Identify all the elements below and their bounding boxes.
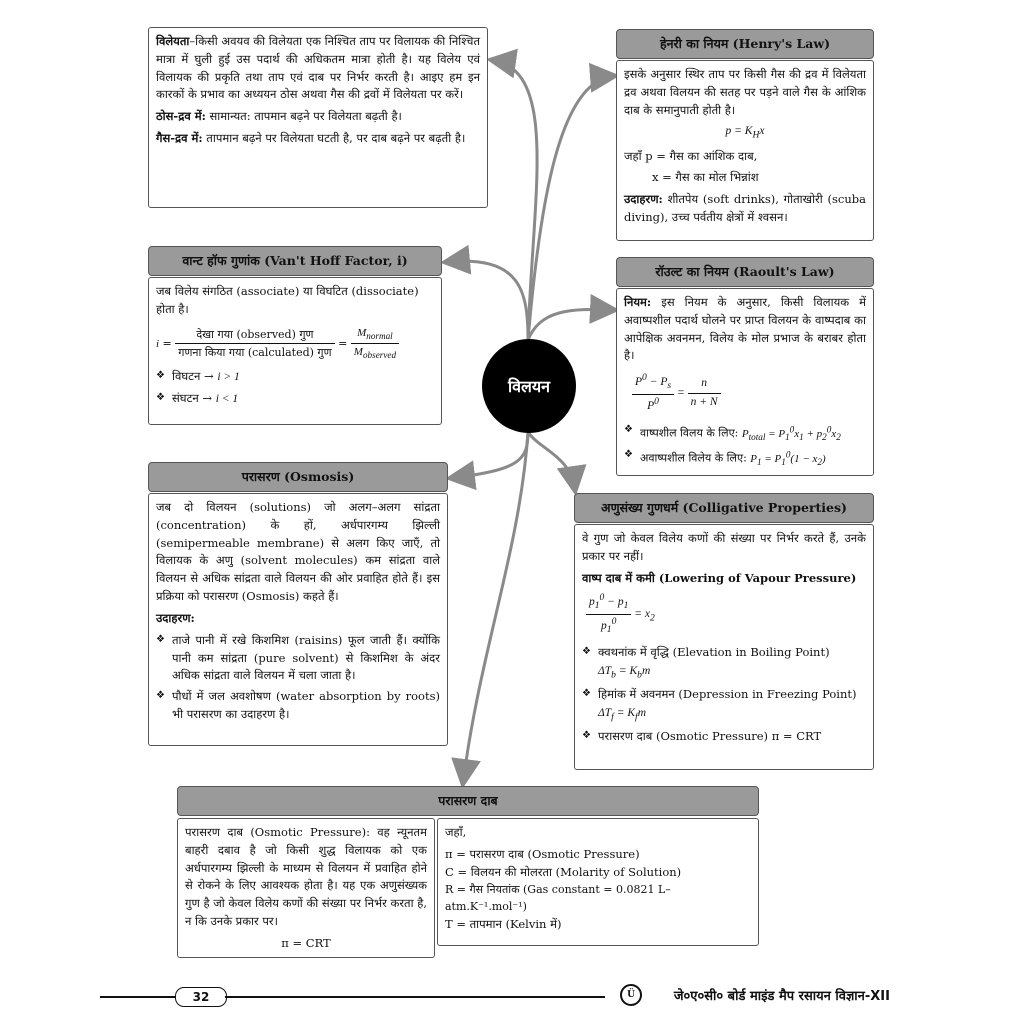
solubility-text: –किसी अवयव की विलेयता एक निश्चित ताप पर विलायक की निश्चित मात्रा में घुली हुई उस पदार्थ की अधिकतम मात्रा होती है। यह विलेय एवं विलायक की प्रकृति तथा ताप एवं दाब पर निर्भर करती है। आइए हम इन कारकों के प्रभाव का अध्ययन ठोस अथवा गैस की द्रवों में विलेयता पर करें। xyxy=(156,34,480,102)
colligative-header xyxy=(574,493,874,523)
colligative-b1-label: क्वथनांक में वृद्धि (Elevation in Boiling Point) xyxy=(598,645,830,660)
vanthoff-text: जब विलेय संगठित (associate) या विघटित (dissociate) होता है। xyxy=(156,284,419,316)
osmosis-box xyxy=(148,493,448,746)
raoult-title: रॉउल्ट का नियम (Raoult's Law) xyxy=(655,264,835,279)
line-to-solubility xyxy=(492,60,537,340)
footer xyxy=(100,989,890,1018)
vanthoff-formula: i = $\frac{\text{देखा गया (observed) गुण}}{\text{गणना किया गया (calculated) गुण}}$ = $\frac{M_{normal}}{M_{observed}}$ xyxy=(156,325,434,363)
op-where: जहाँ, xyxy=(445,825,467,839)
solid-text: सामान्यत: तापमान बढ़ने पर विलेयता बढ़ती है। xyxy=(205,109,402,124)
colligative-b1: ❖ क्वथनांक में वृद्धि (Elevation in Boiling Point) $\Delta T_b = K_bm$ xyxy=(582,644,866,683)
vanthoff-bullet-1: ❖ विघटन → i > 1 xyxy=(156,368,434,387)
line-to-colligative xyxy=(528,432,575,490)
solubility-box xyxy=(148,27,488,208)
henry-header xyxy=(616,29,874,59)
line-to-henry xyxy=(528,76,614,340)
henry-where-x: x = गैस का मोल भिन्नांश xyxy=(652,170,759,185)
osmosis-header xyxy=(148,462,448,492)
gas-text: तापमान बढ़ने पर विलेयता घटती है, पर दाब बढ़ने पर बढ़ती है। xyxy=(202,131,466,146)
op-line-2: C = विलयन की मोलरता (Molarity of Solution) xyxy=(445,864,682,879)
gas-label: गैस-द्रव में: xyxy=(156,131,203,146)
colligative-lvp-formula: $\frac{p_1^0 - p_1}{p_1^0}$ = $x_2$ xyxy=(586,591,866,638)
raoult-bullet-2: ❖ अवाष्पशील विलेय के लिए: $P_1 = P_1^0(1 - x_2)$ xyxy=(624,447,866,469)
raoult-box xyxy=(616,288,874,476)
op-line-4: T = तापमान (Kelvin में) xyxy=(445,916,562,931)
colligative-text: वे गुण जो केवल विलेय कणों की संख्या पर निर्भर करते हैं, उनके प्रकार पर नहीं। xyxy=(582,531,866,563)
raoult-bullet-1: ❖ वाष्पशील विलय के लिए: $P_{total} = P_1^0x_1 + p_2^0x_2$ xyxy=(624,422,866,444)
vanthoff-b1-label: विघटन xyxy=(172,369,201,384)
raoult-b1-label: वाष्पशील विलय के लिए: xyxy=(640,426,739,440)
colligative-b3: ❖ परासरण दाब (Osmotic Pressure) π = CRT xyxy=(582,728,866,746)
line-to-raoult xyxy=(528,309,614,340)
osmotic-pressure-right-box xyxy=(437,818,759,946)
footer-line-middle xyxy=(225,996,605,998)
osmosis-example-label: उदाहरण: xyxy=(156,610,195,625)
page-number: 32 xyxy=(175,987,227,1007)
osmosis-text: जब दो विलयन (solutions) जो अलग–अलग सांद्रता (concentration) के हों, अर्धपारगम्य झिल्ली (semipermeable membrane) से अलग किए जाएँ, तो विलायक के अणु (solvent molecules) कम सांद्रता वाले विलयन से अधिक सांद्रता वाले विलयन की ओर प्रवाहित होते हैं। इस प्रक्रिया को परासरण (Osmosis) कहते हैं। xyxy=(156,500,440,604)
solid-label: ठोस-द्रव में: xyxy=(156,109,206,124)
line-to-vanthoff xyxy=(446,261,528,340)
footer-line-left xyxy=(100,996,175,998)
osmotic-pressure-text: परासरण दाब (Osmotic Pressure): वह न्यूनतम बाहरी दबाव है जो किसी शुद्ध विलायक को एक अर्धपारगम्य झिल्ली के माध्यम से विलयन में प्रवाहित होने से रोकने के लिए आवश्यक होता है। यह एक अणुसंख्यक गुण है जो केवल विलेय कणों की संख्या पर निर्भर करता है, न कि उनके प्रकार पर। xyxy=(185,825,427,929)
osmotic-pressure-formula: π = CRT xyxy=(281,935,331,950)
henry-formula: $p = K_Hx$ xyxy=(725,125,765,141)
vanthoff-num: देखा गया (observed) गुण xyxy=(175,326,334,344)
osmosis-ex-2: ❖ पौधों में जल अवशोषण (water absorption by roots) भी परासरण का उदाहरण है। xyxy=(156,688,440,724)
colligative-lvp: वाष्प दाब में कमी (Lowering of Vapour Pressure) xyxy=(582,570,857,585)
raoult-text: इस नियम के अनुसार, किसी विलायक में अवाष्पशील पदार्थ घोलने पर प्राप्त विलयन के वाष्पदाब का आपेक्षिक अवनमन, विलेय के मोल प्रभाज के बराबर होता है। xyxy=(624,295,866,363)
line-to-osmosis xyxy=(451,432,528,478)
line-to-osmotic-pressure xyxy=(463,432,528,783)
osmotic-pressure-header xyxy=(177,786,759,816)
osmosis-title: परासरण (Osmosis) xyxy=(241,469,355,484)
henry-example-text: शीतपेय (soft drinks), गोताखोरी (scuba diving), उच्च पर्वतीय क्षेत्रों में श्वसन। xyxy=(624,192,866,225)
henry-where-p: जहाँ p = गैस का आंशिक दाब, xyxy=(624,148,758,163)
osmotic-pressure-left-box xyxy=(177,818,435,958)
center-label: विलयन xyxy=(507,377,551,396)
solubility-lead: विलेयता xyxy=(156,34,190,48)
henry-box xyxy=(616,60,874,241)
colligative-box xyxy=(574,524,874,770)
colligative-title: अणुसंख्य गुणधर्म (Colligative Properties) xyxy=(601,500,847,515)
vanthoff-b2-math: i < 1 xyxy=(215,393,239,406)
vanthoff-header xyxy=(148,246,442,276)
center-node xyxy=(482,339,576,433)
vanthoff-bullet-2: ❖ संघटन → i < 1 xyxy=(156,390,434,409)
osmosis-ex-1: ❖ ताजे पानी में रखे किशमिश (raisins) फूल जाती हैं। क्योंकि पानी कम सांद्रता (pure solvent) से किशमिश के अंदर अधिक सांद्रता वाले विलयन में चला जाता है। xyxy=(156,632,440,685)
colligative-b2: ❖ हिमांक में अवनमन (Depression in Freezing Point) $\Delta T_f = K_fm$ xyxy=(582,686,866,725)
op-line-3: R = गैस नियतांक (Gas constant = 0.0821 L– atm.K⁻¹.mol⁻¹) xyxy=(445,883,671,914)
henry-example-label: उदाहरण: xyxy=(624,192,663,207)
publisher-logo-icon: Ü xyxy=(620,984,642,1006)
footer-title: जे०ए०सी० बोर्ड माइंड मैप रसायन विज्ञान-XII xyxy=(673,989,890,1004)
osmotic-pressure-title: परासरण दाब xyxy=(438,793,498,808)
raoult-formula: $\frac{P^0 - P_s}{P^0}$ = $\frac{n}{n + N}$ xyxy=(632,371,866,416)
raoult-b2-label: अवाष्पशील विलेय के लिए: xyxy=(640,451,747,465)
henry-text: इसके अनुसार स्थिर ताप पर किसी गैस की द्रव में विलेयता द्रव अथवा विलयन की सतह पर पड़ने वाले गैस के आंशिक दाब के समानुपाती होती है। xyxy=(624,67,866,117)
vanthoff-den: गणना किया गया (calculated) गुण xyxy=(178,346,332,360)
vanthoff-b1-math: i > 1 xyxy=(217,371,240,384)
vanthoff-title: वान्ट हॉफ गुणांक (Van't Hoff Factor, i) xyxy=(182,253,408,268)
raoult-header xyxy=(616,257,874,287)
vanthoff-box xyxy=(148,277,442,425)
henry-title: हेनरी का नियम (Henry's Law) xyxy=(659,36,831,51)
op-line-1: π = परासरण दाब (Osmotic Pressure) xyxy=(445,846,640,861)
vanthoff-b2-label: संघटन xyxy=(172,391,199,406)
colligative-b2-label: हिमांक में अवनमन (Depression in Freezing Point) xyxy=(598,687,857,702)
raoult-lead: नियम: xyxy=(624,295,652,309)
